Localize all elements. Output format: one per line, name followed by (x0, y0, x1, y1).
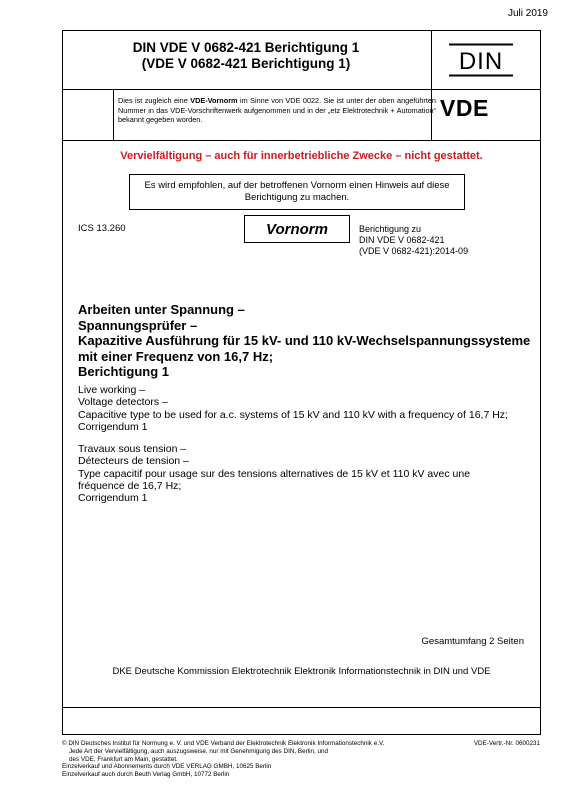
copyright-footer (62, 740, 462, 779)
note-bold: VDE-Vornorm (190, 96, 238, 105)
advice-box: Es wird empfohlen, auf der betroffenen Vornorm einen Hinweis auf diese Berichtigung zu machen. (129, 174, 465, 210)
cover-frame (62, 30, 541, 735)
total-pages: Gesamtumfang 2 Seiten (421, 636, 524, 647)
publication-date: Juli 2019 (507, 8, 548, 19)
din-logo-text: DIN (458, 48, 504, 75)
title-fr-line: Type capacitif pour usage sur des tensions alternatives de 15 kV et 110 kV avec une (78, 467, 471, 480)
title-de-line: mit einer Frequenz von 16,7 Hz; (78, 348, 274, 364)
title-en-line: Capacitive type to be used for a.c. systems of 15 kV and 110 kV with a frequency of 16,7 Hz; (78, 408, 508, 421)
divider (63, 140, 540, 141)
title-fr-line: Corrigendum 1 (78, 492, 148, 505)
title-french (78, 443, 528, 504)
title-fr-line: Détecteurs de tension – (78, 455, 189, 468)
correction-line: Berichtigung zu (359, 224, 422, 234)
title-de-line: Spannungsprüfer – (78, 317, 198, 333)
vde-logo: VDE (440, 95, 489, 121)
dke-line: DKE Deutsche Kommission Elektrotechnik Elektronik Informationstechnik in DIN und VDE (112, 666, 491, 677)
title-line: (VDE V 0682-421 Berichtigung 1) (141, 56, 351, 71)
footer-line: des VDE, Frankfurt am Main, gestattet. (62, 755, 178, 763)
footer-line: Einzelverkauf auch durch Beuth Verlag GmbH, 10772 Berlin (62, 771, 230, 779)
title-en-line: Voltage detectors – (78, 396, 168, 409)
correction-line: (VDE V 0682-421):2014-09 (359, 246, 469, 256)
title-de-line: Berichtigung 1 (78, 364, 170, 379)
correction-reference (359, 224, 468, 257)
footer-line: Jede Art der Vervielfältigung, auch auszugsweise, nur mit Genehmigung des DIN, Berlin, und (62, 747, 329, 755)
title-line: DIN VDE V 0682-421 Berichtigung 1 (132, 40, 360, 55)
footer-line: Einzelverkauf und Abonnements durch VDE VERLAG GMBH, 10625 Berlin (62, 763, 272, 771)
title-en-line: Live working – (78, 384, 146, 396)
din-logo (447, 43, 515, 77)
title-german (78, 302, 538, 380)
title-fr-line: fréquence de 16,7 Hz; (78, 479, 182, 492)
vde-note (118, 96, 436, 125)
title-en-line: Corrigendum 1 (78, 420, 148, 433)
copy-warning: Vervielfältigung – auch für innerbetriebliche Zwecke – nicht gestattet. (120, 150, 483, 162)
vde-contract-number: VDE-Vertr.-Nr. 0600231 (473, 740, 540, 747)
note-prefix: Dies ist zugleich eine (118, 96, 191, 105)
ics-code: ICS 13.260 (78, 223, 126, 234)
document-title (62, 40, 430, 72)
note-suffix: im Sinne von VDE 0022. Sie ist unter der oben angeführten Nummer in das VDE-Vorschriftenwerk aufgenommen und in der „etz Elektrotechnik + Automation“ bekannt gegeben worden. (118, 96, 436, 124)
title-fr-line: Travaux sous tension – (78, 443, 187, 455)
title-english (78, 384, 538, 433)
correction-line: DIN VDE V 0682-421 (359, 235, 445, 245)
divider (113, 89, 114, 140)
divider (63, 707, 540, 708)
title-de-line: Kapazitive Ausführung für 15 kV- und 110 kV-Wechselspannungssysteme (78, 333, 531, 348)
title-de-line: Arbeiten unter Spannung – (78, 302, 245, 317)
footer-line: © DIN Deutsches Institut für Normung e. V. und VDE Verband der Elektrotechnik Elektronik Informationstechnik e.V. (62, 740, 385, 747)
vornorm-label: Vornorm (244, 215, 350, 243)
divider (63, 89, 540, 90)
